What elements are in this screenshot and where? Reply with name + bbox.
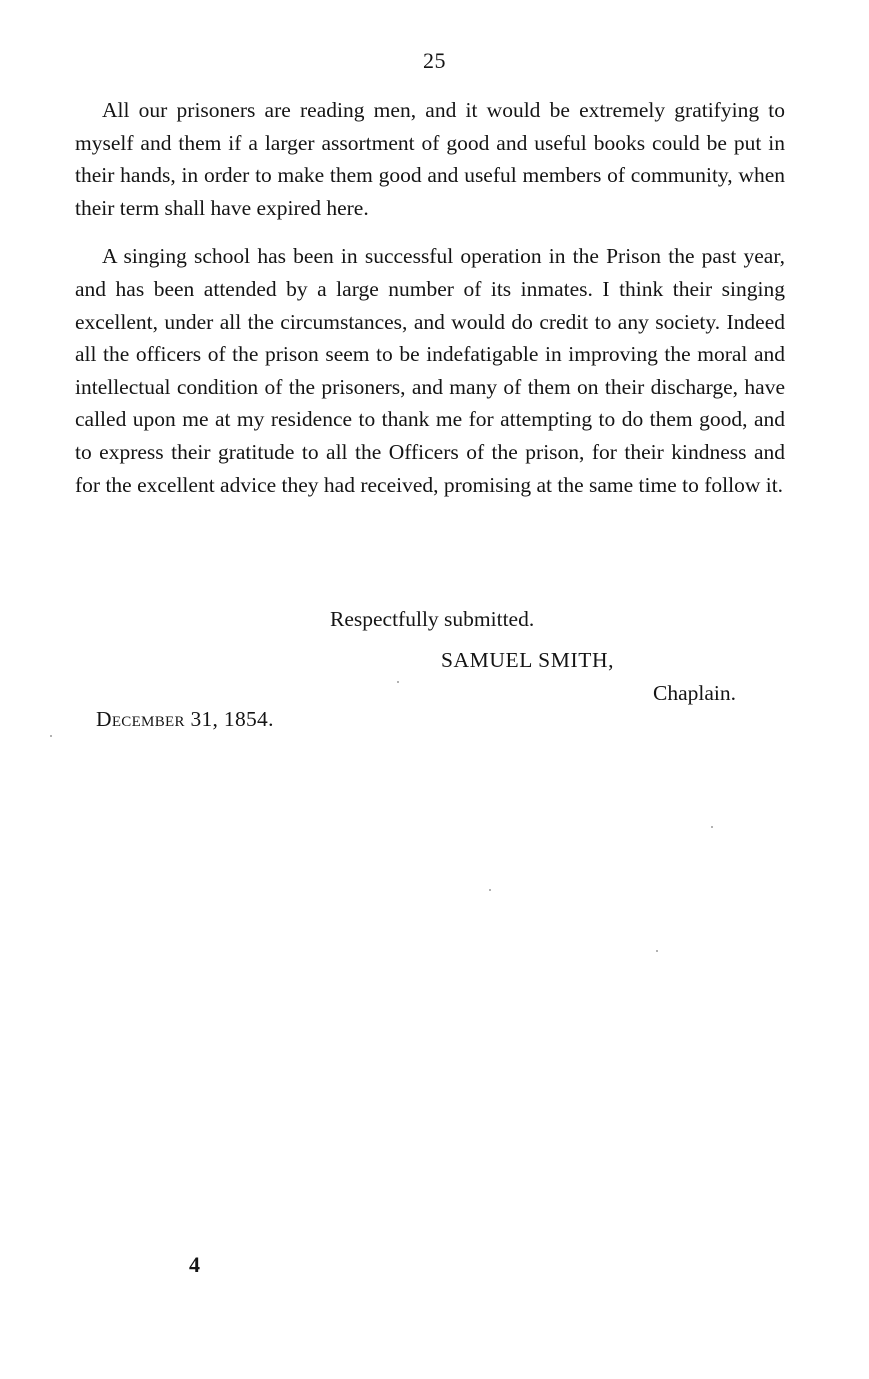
report-date: December 31, 1854. (96, 707, 274, 731)
body-text (75, 94, 785, 501)
paper-speck (397, 681, 399, 683)
signature-title: Chaplain. (653, 681, 736, 705)
paragraph-reading-men: All our prisoners are reading men, and it would be extremely gratifying to myself and them if a larger assortment of good and useful books could be put in their hands, in order to make them good and useful members of community, when their term shall have expired here. (75, 98, 785, 220)
printer-signature-mark: 4 (189, 1252, 200, 1277)
page-number: 25 (423, 48, 446, 73)
paper-speck (50, 735, 52, 737)
paragraph-singing-school: A singing school has been in successful operation in the Prison the past year, and has been attended by a large number of its inmates. I think their singing excellent, under all the circumstances, and would do credit to any society. Indeed all the officers of the prison seem to be indefatigable in improving the moral and intellectual condition of the prisoners, and many of them on their discharge, have called upon me at my residence to thank me for attempting to do them good, and to express their gratitude to all the Officers of the prison, for their kindness and for the excellent advice they had received, promising at the same time to follow it. (75, 244, 785, 497)
signature-name: SAMUEL SMITH, (441, 648, 615, 672)
paper-speck (656, 950, 658, 952)
closing-line: Respectfully submitted. (330, 607, 535, 631)
paper-speck (711, 826, 713, 828)
paper-speck (489, 889, 491, 891)
